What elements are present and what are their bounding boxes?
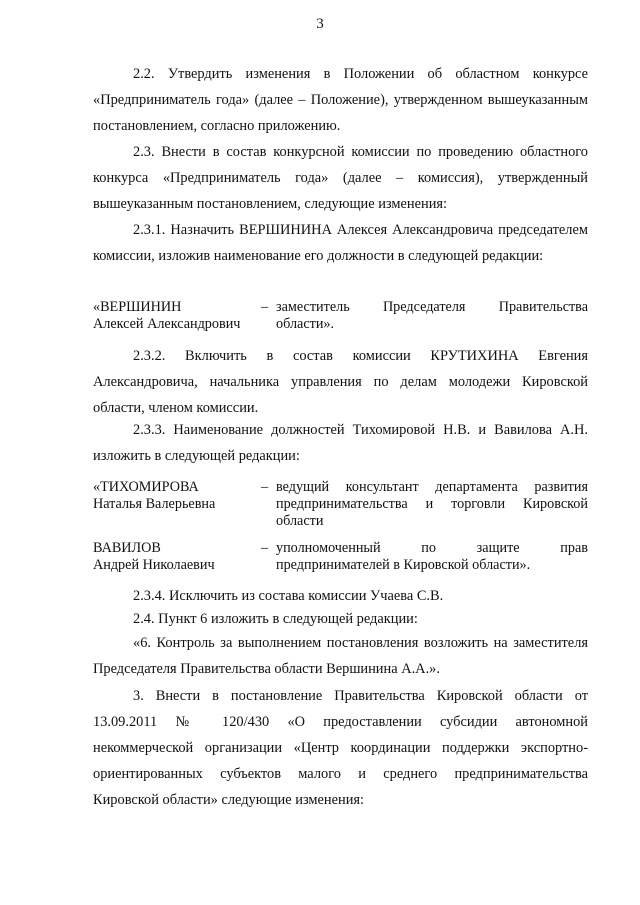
paragraph-2-3-3: 2.3.3. Наименование должностей Тихомировой Н.В. и Вавилова А.Н. изложить в следующей редакции: bbox=[93, 422, 588, 464]
paragraph-2-3: 2.3. Внести в состав конкурсной комиссии по проведению областного конкурса «Предприниматель года» (далее – комиссия), утвержденный вышеуказанным постановлением, следующие изменения: bbox=[93, 144, 588, 212]
entry-dash: – bbox=[261, 299, 269, 315]
entry-description: заместитель Председателя Правительства области». bbox=[276, 299, 588, 332]
entry-dash: – bbox=[261, 540, 269, 556]
entry-name: ВАВИЛОВ Андрей Николаевич bbox=[93, 540, 215, 573]
paragraph-2-4: 2.4. Пункт 6 изложить в следующей редакции: bbox=[133, 611, 418, 627]
page-number: 3 bbox=[316, 16, 324, 32]
paragraph-2-3-4: 2.3.4. Исключить из состава комиссии Учаева С.В. bbox=[133, 588, 444, 604]
paragraph-3: 3. Внести в постановление Правительства Кировской области от 13.09.2011 № 120/430 «О предоставлении субсидии автономной некоммерческой организации «Центр координации поддержки экспортно-ориентированных субъектов малого и среднего предпринимательства Кировской области» следующие изменения: bbox=[93, 688, 588, 808]
paragraph-2-2: 2.2. Утвердить изменения в Положении об областном конкурсе «Предприниматель года» (далее – Положение), утвержденном вышеуказанным постановлением, согласно приложению. bbox=[93, 66, 588, 134]
entry-dash: – bbox=[261, 479, 269, 495]
entry-name: «ВЕРШИНИН Алексей Александрович bbox=[93, 299, 241, 332]
paragraph-2-3-1: 2.3.1. Назначить ВЕРШИНИНА Алексея Александровича председателем комиссии, изложив наименование его должности в следующей редакции: bbox=[93, 222, 588, 264]
entry-description: уполномоченный по защите прав предпринимателей в Кировской области». bbox=[276, 540, 588, 573]
entry-name: «ТИХОМИРОВА Наталья Валерьевна bbox=[93, 479, 216, 512]
entry-description: ведущий консультант департамента развития предпринимательства и торговли Кировской области bbox=[276, 479, 588, 529]
paragraph-2-3-2: 2.3.2. Включить в состав комиссии КРУТИХИНА Евгения Александровича, начальника управления по делам молодежи Кировской области, членом комиссии. bbox=[93, 348, 588, 416]
paragraph-2-4-quote: «6. Контроль за выполнением постановления возложить на заместителя Председателя Правительства области Вершинина А.А.». bbox=[93, 635, 588, 677]
